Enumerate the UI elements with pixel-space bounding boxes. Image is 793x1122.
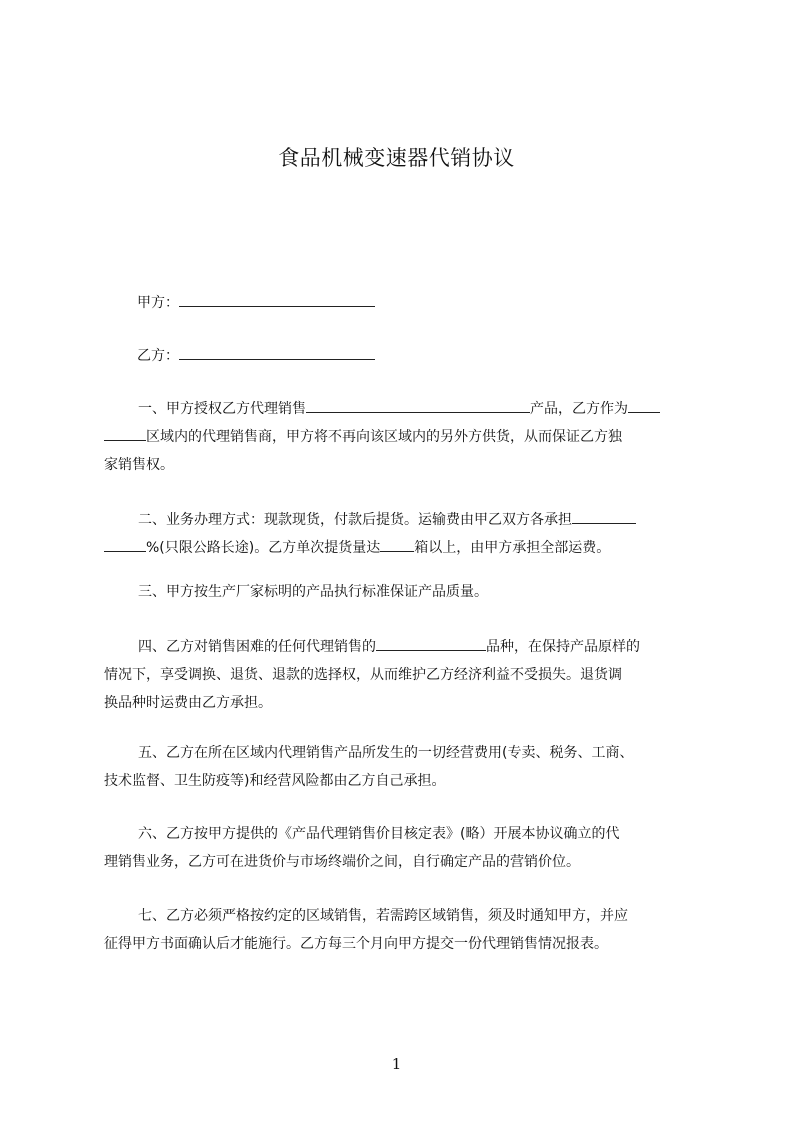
party-b-blank [179, 345, 375, 360]
region-blank-a [628, 398, 660, 413]
clause-2-line-2: %(只限公路长途)。乙方单次提货量达 箱以上，由甲方承担全部运费。 [104, 534, 700, 562]
clause-5 [104, 739, 700, 795]
clause-6 [104, 820, 700, 876]
region-blank-b [104, 426, 146, 441]
clause-4-line-3: 换品种时运费由乙方承担。 [104, 695, 272, 711]
clause-3-line-1: 三、甲方按生产厂家标明的产品执行标准保证产品质量。 [138, 584, 488, 600]
clause-5-line-1: 五、乙方在所在区域内代理销售产品所发生的一切经营费用(专卖、税务、工商、 [138, 745, 634, 761]
clause-3 [104, 578, 700, 606]
clause-7-line-1: 七、乙方必须严格按约定的区域销售，若需跨区域销售，须及时通知甲方，并应 [138, 908, 628, 924]
clause-7 [104, 902, 700, 958]
freight-share-blank-b [104, 537, 146, 552]
party-a-label: 甲方： [137, 295, 179, 311]
document-title: 食品机械变速器代销协议 [278, 146, 515, 170]
clause-2 [104, 506, 700, 562]
clause-1-line-3: 家销售权。 [104, 457, 174, 473]
page-number: 1 [391, 1055, 402, 1073]
party-b-label: 乙方： [137, 348, 179, 364]
clause-4 [104, 633, 700, 717]
clause-7-line-2: 征得甲方书面确认后才能施行。乙方每三个月向甲方提交一份代理销售情况报表。 [104, 936, 608, 952]
party-b-line [137, 345, 375, 365]
freight-share-blank-a [572, 509, 636, 524]
clause-1 [104, 395, 700, 479]
clause-4-line-1: 四、乙方对销售困难的任何代理销售的 品种，在保持产品原样的 [104, 633, 700, 661]
clause-5-line-2: 技术监督、卫生防疫等)和经营风险都由乙方自己承担。 [104, 773, 446, 789]
clause-4-line-2: 情况下，享受调换、退货、退款的选择权，从而维护乙方经济利益不受损失。退货调 [104, 667, 622, 683]
clause-1-line-2: 区域内的代理销售商，甲方将不再向该区域内的另外方供货，从而保证乙方独 [104, 423, 700, 451]
box-quantity-blank [380, 537, 414, 552]
product-blank [306, 398, 530, 413]
clause-6-line-1: 六、乙方按甲方提供的《产品代理销售价目核定表》(略）开展本协议确立的代 [138, 826, 620, 842]
party-a-blank [179, 292, 375, 307]
clause-6-line-2: 理销售业务，乙方可在进货价与市场终端价之间，自行确定产品的营销价位。 [104, 854, 580, 870]
variety-blank [376, 636, 486, 651]
party-a-line [137, 292, 375, 312]
clause-2-line-1: 二、业务办理方式：现款现货，付款后提货。运输费由甲乙双方各承担 [104, 506, 700, 534]
clause-1-line-1: 一、甲方授权乙方代理销售 产品，乙方作为 [104, 395, 700, 423]
